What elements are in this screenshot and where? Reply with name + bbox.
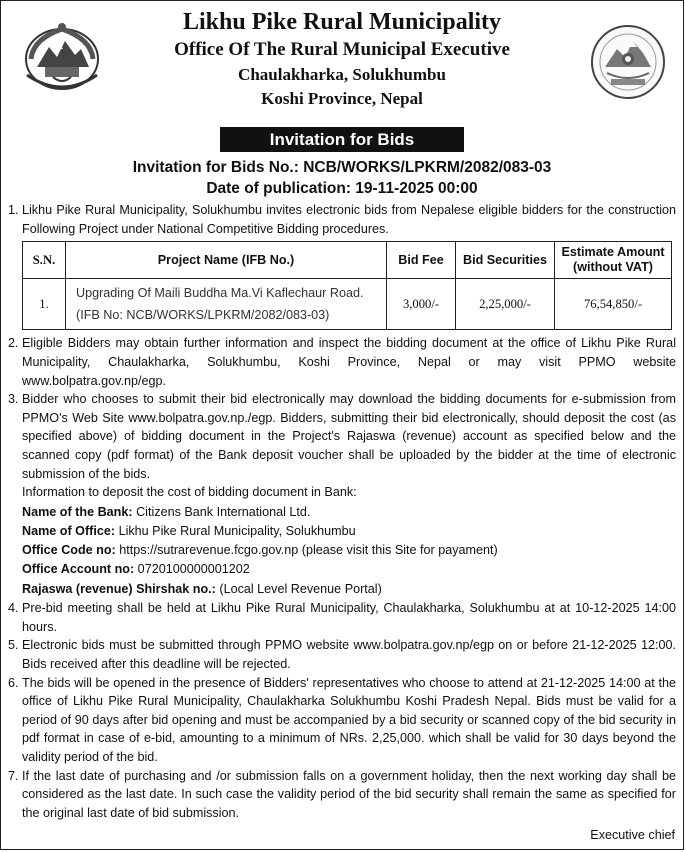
notice-header (1, 1, 683, 127)
bank-label: Name of the Bank: (22, 504, 133, 519)
bank-info-intro: Information to deposit the cost of bidding document in Bank: (22, 485, 357, 500)
shirshak-line (22, 580, 676, 599)
clause-number: 4. (8, 601, 19, 616)
account-label: Office Account no: (22, 562, 135, 577)
clause-3-content (22, 390, 676, 599)
shirshak-value: (Local Level Revenue Portal) (215, 581, 382, 596)
bids-table (22, 241, 672, 330)
clause-text: Likhu Pike Rural Municipality, Solukhumbu invites electronic bids from Nepalese eligible bidders for the construction Following Project under National Competitive Bidding procedures. (22, 203, 676, 236)
bank-name-line (22, 503, 676, 522)
col-fee: Bid Fee (387, 242, 456, 279)
office-label: Name of Office: (22, 523, 116, 538)
col-estimate-line2: (without VAT) (573, 260, 653, 275)
clause-5 (8, 636, 676, 673)
title-block (1, 7, 683, 111)
clause-2 (8, 334, 676, 390)
cell-estimate: 76,54,850/- (555, 279, 672, 330)
clause-1 (8, 201, 676, 238)
clause-6 (8, 674, 676, 767)
project-name: Upgrading Of Maili Buddha Ma.Vi Kaflechaur Road. (76, 286, 364, 301)
code-value: https://sutrarevenue.fcgo.gov.np (please visit this Site for payament) (115, 543, 498, 558)
notice-banner: Invitation for Bids (220, 127, 464, 152)
banner-wrap (1, 127, 683, 152)
col-security: Bid Securities (456, 242, 555, 279)
clause-number: 5. (8, 638, 19, 653)
project-ifb-no: (IFB No: NCB/WORKS/LPKRM/2082/083-03) (76, 308, 330, 323)
ifb-number: Invitation for Bids No.: NCB/WORKS/LPKRM/2082/083-03 (132, 159, 552, 176)
publication-date: Date of publication: 19-11-2025 00:00 (206, 180, 478, 197)
clause-text: Eligible Bidders may obtain further information and inspect the bidding document at the office of Likhu Pike Rural Municipality, Chaulakharka, Solukhumbu, Koshi Province, Nepal or may visit PPMO website www.bolpatra.gov.np/egp. (22, 336, 676, 388)
cell-project (66, 279, 387, 330)
clause-3 (8, 390, 676, 599)
clause-4 (8, 599, 676, 636)
col-project: Project Name (IFB No.) (66, 242, 387, 279)
office-code-line (22, 541, 676, 560)
cell-security: 2,25,000/- (456, 279, 555, 330)
office-name-line (22, 522, 676, 541)
code-label: Office Code no: (22, 543, 116, 558)
notice-body (1, 199, 683, 823)
address-line-2: Koshi Province, Nepal (261, 89, 423, 108)
bank-value: Citizens Bank International Ltd. (132, 504, 311, 519)
office-value: Likhu Pike Rural Municipality, Solukhumbu (115, 523, 356, 538)
clause-7 (8, 767, 676, 823)
table-row (23, 279, 672, 330)
clause-number: 2. (8, 336, 19, 351)
clause-number: 7. (8, 768, 19, 783)
account-value: 0720100000001202 (134, 562, 250, 577)
clause-text: Electronic bids must be submitted through PPMO website www.bolpatra.gov.np/egp on or before 21-12-2025 12:00. Bids received after this deadline will be rejected. (22, 638, 676, 671)
signature: Executive chief (590, 828, 675, 843)
cell-sn: 1. (23, 279, 66, 330)
address-line-1: Chaulakharka, Solukhumbu (238, 65, 446, 84)
col-estimate-line1: Estimate Amount (561, 245, 665, 260)
clause-text: If the last date of purchasing and /or submission falls on a government holiday, then the next working day shall be considered as the last date. In such case the validity period of the bid security shall remain the same as specified for the original last date of bid submission. (22, 768, 676, 820)
shirshak-label: Rajaswa (revenue) Shirshak no.: (22, 581, 216, 596)
col-sn: S.N. (23, 242, 66, 279)
cell-fee: 3,000/- (387, 279, 456, 330)
office-account-line (22, 560, 676, 579)
clause-number: 3. (8, 392, 19, 407)
clause-text: Pre-bid meeting shall be held at Likhu Pike Rural Municipality, Chaulakharka, Solukhumbu at at 10-12-2025 14:00 hours. (22, 601, 676, 634)
office-name: Office Of The Rural Municipal Executive (174, 39, 510, 60)
col-estimate (555, 242, 672, 279)
clause-text: The bids will be opened in the presence of Bidders' representatives who choose to attend at 21-12-2025 14:00 at the office of Likhu Pike Rural Municipality, Chaulakharka Solukhumbu Koshi Pradesh Nepal. Bids must be valid for a period of 90 days after bid opening and must be accompanied by a bid security or scanned copy of the bid security in pdf format in case of e-bid, amounting to a minimum of NRs. 2,25,000. which shall be valid for 30 days beyond the validity period of the bid. (22, 675, 676, 765)
clause-text: Bidder who chooses to submit their bid electronically may download the bidding documents for e-submission from PPMO's Web Site www.bolpatra.gov.np./egp. Bidders, submitting their bid electronically, should deposit the cost (as specified above) of bidding document in the Project's Rajaswa (revenue) account as specified below and the scanned copy (pdf format) of the Bank deposit voucher shall be uploaded by the bidder at the time of electronic submission of the bids. (22, 392, 676, 481)
clause-number: 6. (8, 675, 19, 690)
table-header-row (23, 242, 672, 279)
clause-number: 1. (8, 203, 19, 217)
municipality-name: Likhu Pike Rural Municipality (182, 9, 502, 35)
